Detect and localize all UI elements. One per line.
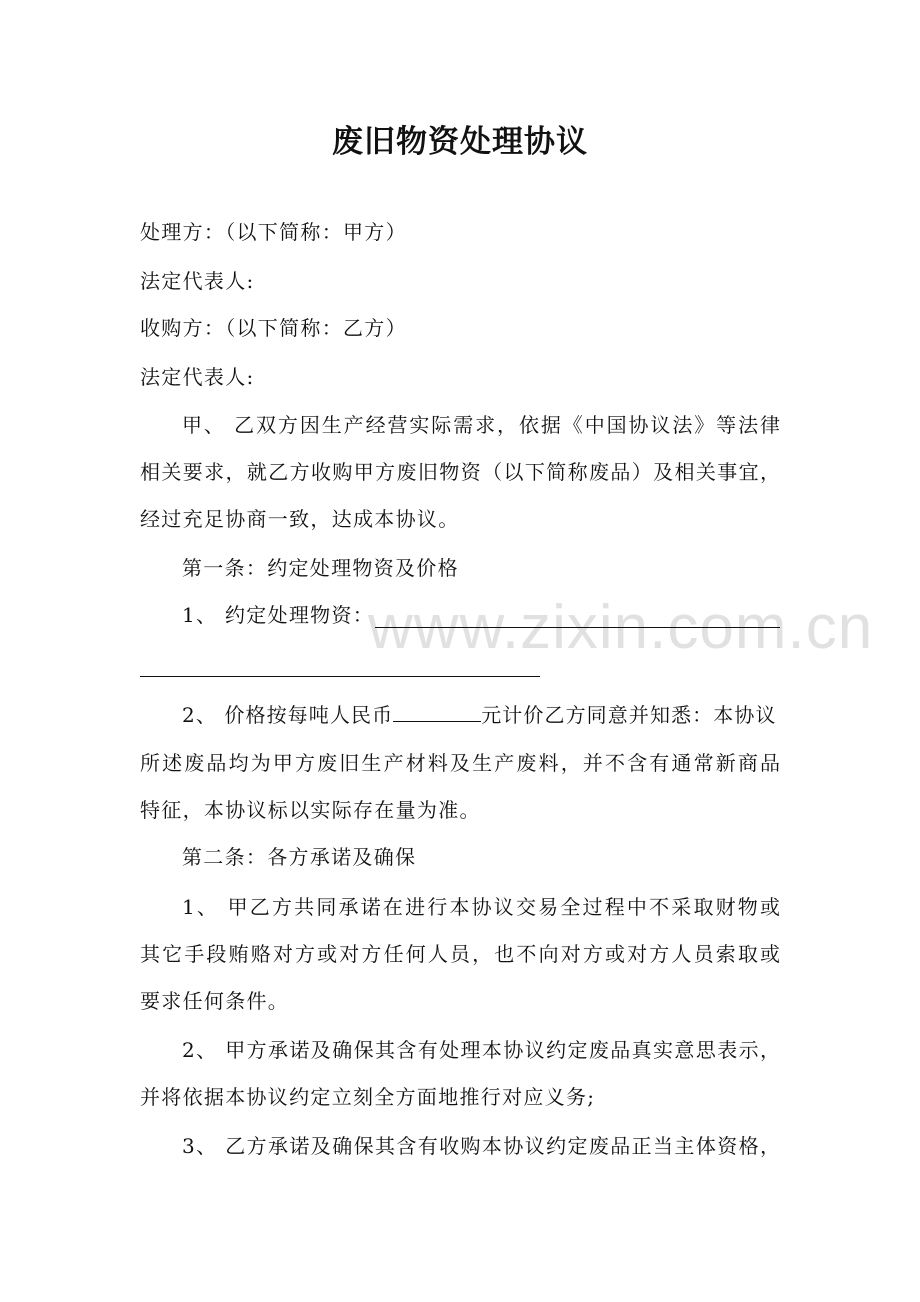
article-1-item-2-line-2: 所述废品均为甲方废旧生产材料及生产废料，并不含有通常新商品 — [140, 751, 780, 775]
article-2-item-1-line-1: 1、 甲乙方共同承诺在进行本协议交易全过程中不采取财物或 — [182, 895, 780, 919]
price-blank — [393, 703, 481, 722]
party-a-representative: 法定代表人: — [140, 269, 255, 293]
article-2-item-3-line-1: 3、 乙方承诺及确保其含有收购本协议约定废品正当主体资格， — [182, 1134, 780, 1158]
document-title: 废旧物资处理协议 — [332, 124, 588, 160]
article-1-item-1: 1、 约定处理物资： — [182, 603, 375, 627]
article-2-heading: 第二条：各方承诺及确保 — [182, 845, 417, 869]
price-label: 2、 价格按每吨人民币 — [182, 703, 394, 727]
article-2-item-2-line-1: 2、 甲方承诺及确保其含有处理本协议约定废品真实意思表示， — [182, 1038, 780, 1062]
article-1-heading: 第一条：约定处理物资及价格 — [182, 556, 459, 580]
article-1-item-2-line-3: 特征，本协议标以实际存在量为准。 — [140, 798, 481, 822]
materials-fill-line-1 — [375, 627, 780, 628]
article-1-item-2-line-1 — [182, 702, 777, 728]
materials-fill-line-2 — [140, 676, 540, 677]
party-b-line: 收购方：（以下简称：乙方） — [140, 316, 407, 340]
preamble-line-2: 相关要求，就乙方收购甲方废旧物资（以下简称废品）及相关事宜， — [140, 460, 780, 484]
preamble-line-3: 经过充足协商一致，达成本协议。 — [140, 507, 460, 531]
article-2-item-1-line-2: 其它手段贿赂对方或对方任何人员，也不向对方或对方人员索取或 — [140, 942, 780, 966]
article-2-item-2-line-2: 并将依据本协议约定立刻全方面地推行对应义务; — [140, 1085, 596, 1109]
price-text-continued: 元计价乙方同意并知悉：本协议 — [481, 703, 777, 727]
article-2-item-1-line-3: 要求任何条件。 — [140, 989, 290, 1013]
watermark: www.zixin.com.cn — [368, 593, 874, 662]
preamble-line-1: 甲、 乙双方因生产经营实际需求，依据《中国协议法》等法律 — [182, 413, 780, 437]
party-a-line: 处理方：（以下简称：甲方） — [140, 220, 407, 244]
party-b-representative: 法定代表人: — [140, 365, 255, 389]
